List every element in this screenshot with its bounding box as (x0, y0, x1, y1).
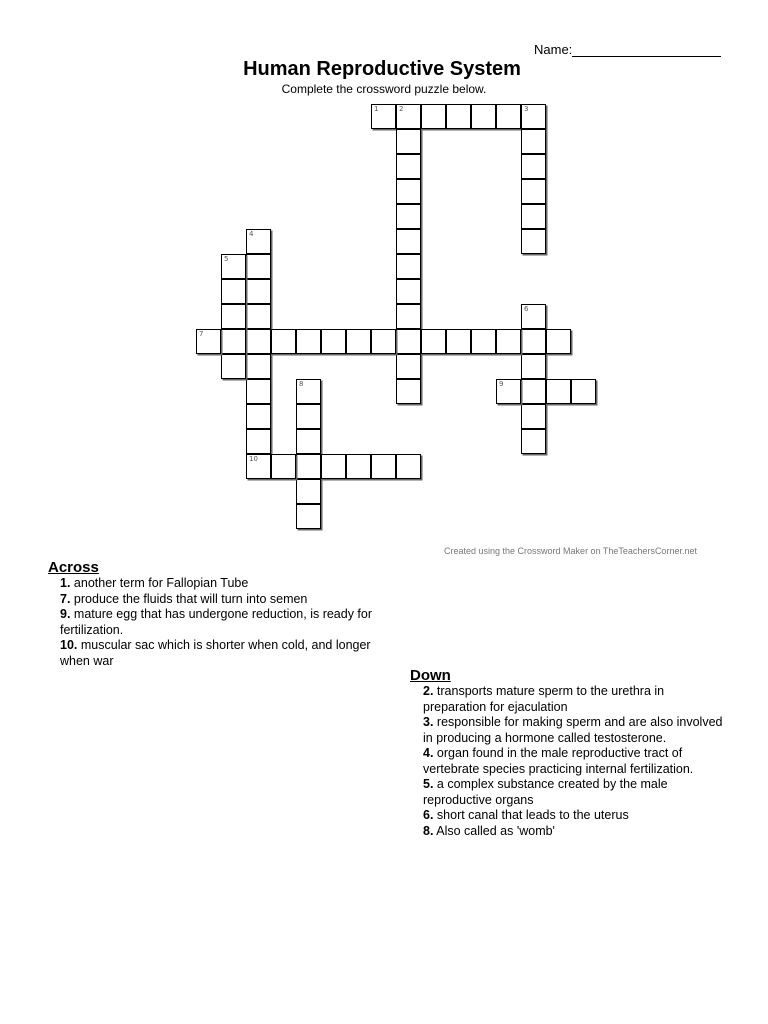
crossword-cell[interactable] (246, 379, 271, 404)
down-clue: 8. Also called as 'womb' (423, 823, 555, 838)
page-title: Human Reproductive System (243, 58, 521, 80)
crossword-cell[interactable] (396, 454, 421, 479)
crossword-cell[interactable] (546, 329, 571, 354)
crossword-cell[interactable] (246, 229, 271, 254)
crossword-cell[interactable] (296, 329, 321, 354)
crossword-cell[interactable] (371, 454, 396, 479)
crossword-cell[interactable] (521, 329, 546, 354)
cell-number: 5 (224, 255, 229, 263)
crossword-cell[interactable] (396, 254, 421, 279)
cell-number: 7 (199, 330, 204, 338)
crossword-cell[interactable] (421, 329, 446, 354)
crossword-cell[interactable] (521, 179, 546, 204)
cell-number: 10 (249, 455, 258, 463)
crossword-cell[interactable] (496, 104, 521, 129)
crossword-cell[interactable] (396, 279, 421, 304)
crossword-cell[interactable] (296, 504, 321, 529)
crossword-cell[interactable] (296, 429, 321, 454)
down-heading: Down (410, 667, 451, 684)
crossword-cell[interactable] (396, 154, 421, 179)
crossword-cell[interactable] (296, 479, 321, 504)
crossword-cell[interactable] (546, 379, 571, 404)
crossword-cell[interactable] (396, 104, 421, 129)
crossword-cell[interactable] (471, 329, 496, 354)
crossword-cell[interactable] (521, 304, 546, 329)
crossword-cell[interactable] (496, 329, 521, 354)
crossword-cell[interactable] (521, 404, 546, 429)
crossword-cell[interactable] (221, 329, 246, 354)
down-clue: 6. short canal that leads to the uterus (423, 808, 629, 822)
crossword-cell[interactable] (221, 354, 246, 379)
crossword-cell[interactable] (521, 354, 546, 379)
crossword-cell[interactable] (521, 129, 546, 154)
crossword-cell[interactable] (246, 429, 271, 454)
crossword-cell[interactable] (246, 404, 271, 429)
crossword-cell[interactable] (521, 229, 546, 254)
down-clue: 5. a complex substance created by the male reproductive organs (423, 777, 668, 807)
crossword-cell[interactable] (346, 454, 371, 479)
crossword-cell[interactable] (396, 229, 421, 254)
crossword-cell[interactable] (521, 104, 546, 129)
credit-text: Created using the Crossword Maker on TheTeachersCorner.net (444, 546, 697, 556)
crossword-cell[interactable] (221, 279, 246, 304)
crossword-cell[interactable] (246, 279, 271, 304)
crossword-cell[interactable] (496, 379, 521, 404)
crossword-cell[interactable] (521, 204, 546, 229)
across-clue: 1. another term for Fallopian Tube (60, 576, 249, 590)
cell-number: 4 (249, 230, 254, 238)
cell-number: 2 (399, 105, 404, 113)
crossword-cell[interactable] (246, 304, 271, 329)
crossword-cell[interactable] (521, 154, 546, 179)
crossword-cell[interactable] (446, 104, 471, 129)
crossword-cell[interactable] (271, 329, 296, 354)
crossword-cell[interactable] (196, 329, 221, 354)
crossword-cell[interactable] (221, 254, 246, 279)
down-clue: 2. transports mature sperm to the urethra in preparation for ejaculation (423, 684, 665, 714)
crossword-cell[interactable] (521, 429, 546, 454)
across-clue: 7. produce the fluids that will turn into semen (60, 591, 308, 606)
crossword-cell[interactable] (271, 454, 296, 479)
crossword-cell[interactable] (246, 354, 271, 379)
crossword-cell[interactable] (296, 404, 321, 429)
crossword-cell[interactable] (396, 129, 421, 154)
crossword-cell[interactable] (396, 304, 421, 329)
down-clue: 3. responsible for making sperm and are also involved in producing a hormone called testosterone. (423, 715, 723, 745)
crossword-cell[interactable] (471, 104, 496, 129)
crossword-cell[interactable] (296, 379, 321, 404)
cell-number: 1 (374, 105, 379, 113)
across-clue-list (60, 576, 380, 669)
down-clue: 4. organ found in the male reproductive tract of vertebrate species practicing internal fertilization. (423, 746, 694, 776)
across-heading: Across (48, 559, 99, 576)
crossword-cell[interactable] (246, 329, 271, 354)
crossword-cell[interactable] (346, 329, 371, 354)
crossword-cell[interactable] (421, 104, 446, 129)
page-subtitle: Complete the crossword puzzle below. (281, 82, 487, 96)
crossword-cell[interactable] (221, 304, 246, 329)
crossword-cell[interactable] (296, 454, 321, 479)
crossword-cell[interactable] (371, 329, 396, 354)
crossword-cell[interactable] (396, 329, 421, 354)
crossword-cell[interactable] (396, 379, 421, 404)
crossword-cell[interactable] (371, 104, 396, 129)
crossword-cell[interactable] (321, 329, 346, 354)
crossword-cell[interactable] (246, 254, 271, 279)
crossword-cell[interactable] (396, 179, 421, 204)
down-clue-list (423, 684, 728, 839)
crossword-cell[interactable] (396, 204, 421, 229)
cell-number: 6 (524, 305, 529, 313)
crossword-cell[interactable] (446, 329, 471, 354)
crossword-cell[interactable] (321, 454, 346, 479)
across-clue: 10. muscular sac which is shorter when cold, and longer when war (60, 638, 371, 668)
crossword-cell[interactable] (521, 379, 546, 404)
cell-number: 3 (524, 105, 529, 113)
crossword-cell[interactable] (246, 454, 271, 479)
name-label: Name: (534, 42, 573, 57)
cell-number: 8 (299, 380, 304, 388)
crossword-cell[interactable] (396, 354, 421, 379)
cell-number: 9 (499, 380, 504, 388)
across-clue: 9. mature egg that has undergone reduction, is ready for fertilization. (60, 607, 373, 637)
crossword-cell[interactable] (571, 379, 596, 404)
